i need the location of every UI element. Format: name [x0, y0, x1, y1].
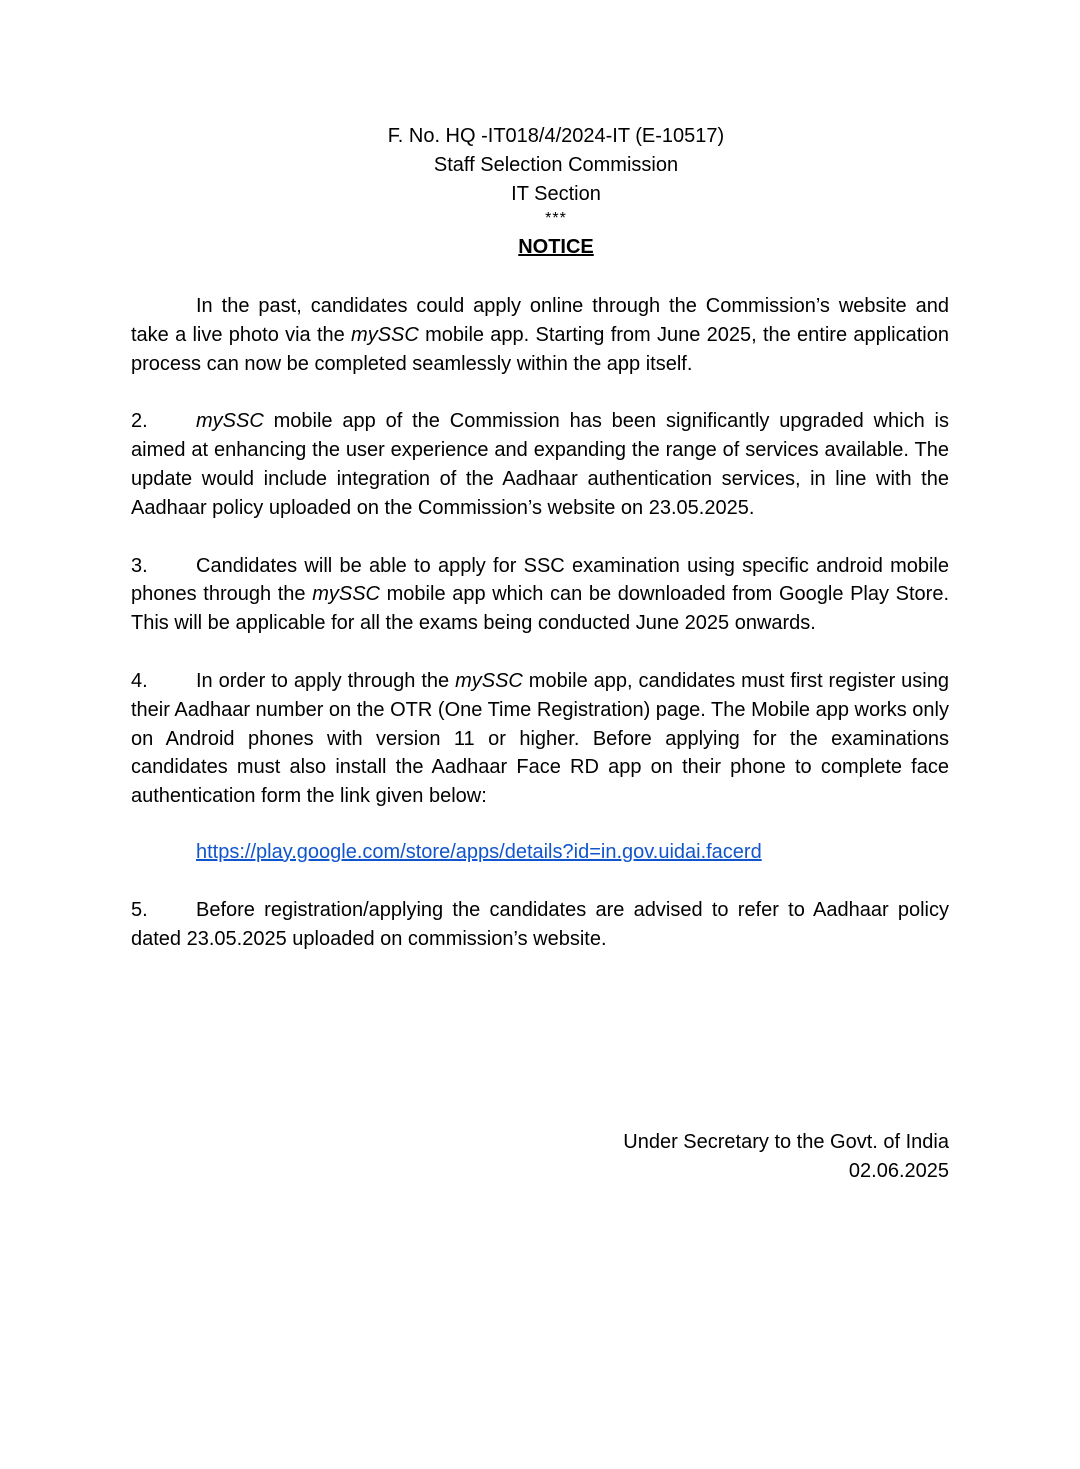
paragraph-5: [131, 896, 949, 954]
notice-title: NOTICE: [518, 236, 594, 258]
app-name: mySSC: [196, 410, 264, 433]
organization-name: Staff Selection Commission: [433, 154, 679, 176]
document-header: [131, 122, 949, 261]
intro-text-after: mobile app. Starting from June 2025, the entire application process can now be completed seamlessly within the app itself.: [131, 323, 949, 375]
paragraph-4: [131, 667, 949, 811]
link-line: [131, 838, 949, 867]
app-name: mySSC: [351, 323, 419, 346]
aadhaar-face-rd-link[interactable]: https://play.google.com/store/apps/details?id=in.gov.uidai.facerd: [196, 840, 762, 863]
signature-block: [623, 1128, 949, 1186]
paragraph-3: [131, 552, 949, 638]
paragraph-text-after: mobile app which can be downloaded from Google Play Store. This will be applicable for all the exams being conducted June 2025 onwards.: [131, 583, 950, 635]
paragraph-text: mobile app of the Commission has been significantly upgraded which is aimed at enhancing the user experience and expanding the range of services available. The update would include integration of the Aadhaar authentication services, in line with the Aadhaar policy uploaded on the Commission’s website on 23.05.2025.: [131, 410, 949, 519]
paragraph-text-after: mobile app, candidates must first register using their Aadhaar number on the OTR (One Time Registration) page. The Mobile app works only on Android phones with version 11 or higher. Before applying for the examinations candidates must also install the Aadhaar Face RD app on their phone to complete face authentication form the link given below:: [131, 669, 949, 808]
signatory-designation: Under Secretary to the Govt. of India: [623, 1131, 949, 1153]
app-name: mySSC: [455, 669, 523, 692]
intro-text-before: In the past, candidates could apply online through the Commission’s website and take a live photo via the: [131, 295, 949, 346]
app-name: mySSC: [312, 583, 380, 606]
paragraph-text: Before registration/applying the candidates are advised to refer to Aadhaar policy dated 23.05.2025 uploaded on commission’s website.: [131, 898, 949, 950]
paragraph-number: 4.: [131, 669, 148, 692]
signature-date: 02.06.2025: [848, 1160, 949, 1182]
separator-stars: ***: [545, 210, 567, 227]
paragraph-text-before: In order to apply through the: [196, 669, 456, 692]
section-name: IT Section: [511, 183, 601, 205]
file-number: F. No. HQ -IT018/4/2024-IT (E-10517): [387, 125, 725, 147]
paragraph-2: [131, 407, 949, 522]
paragraph-intro: [131, 292, 949, 378]
paragraph-number: 5.: [131, 898, 148, 921]
paragraph-number: 3.: [131, 554, 148, 577]
paragraph-text-before: Candidates will be able to apply for SSC examination using specific android mobile phones through the: [131, 554, 949, 606]
paragraph-number: 2.: [131, 410, 148, 433]
document-body: [131, 122, 949, 953]
